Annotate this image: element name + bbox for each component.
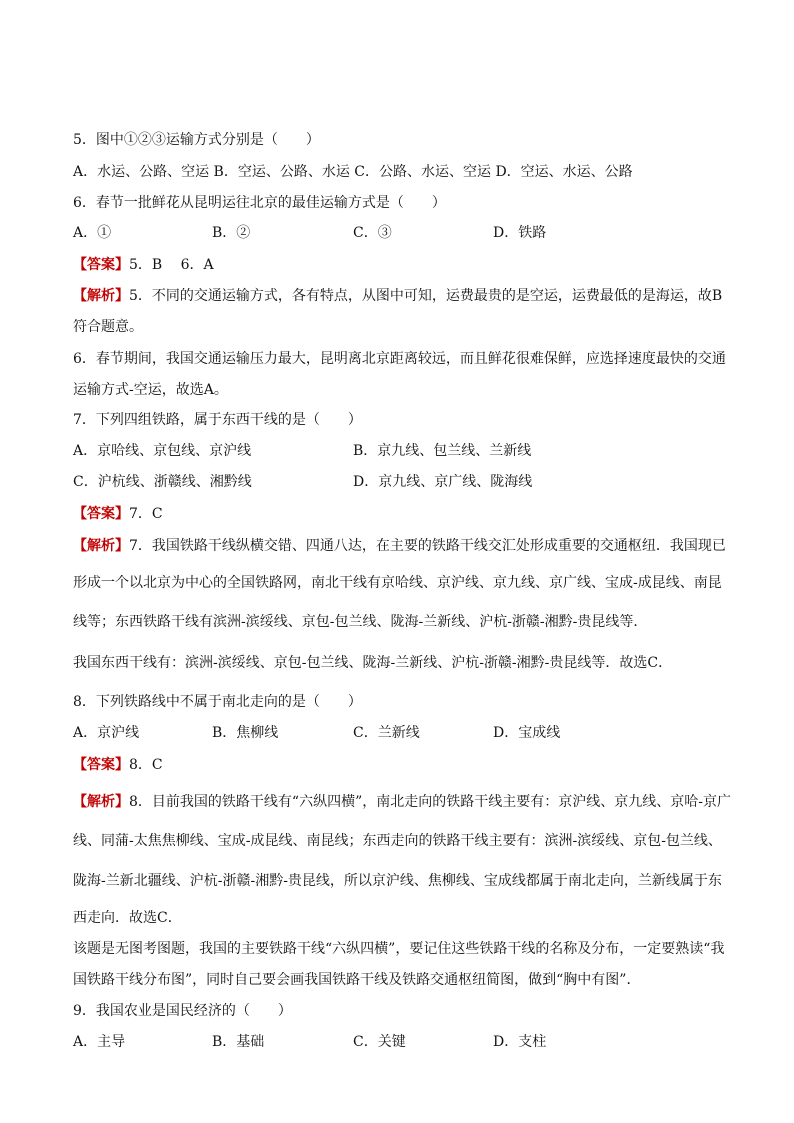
q9-stem: 9．我国农业是国民经济的（ ） [73,1003,292,1019]
explanation-6-line-1: 6．春节期间，我国交通运输压力最大，昆明离北京距离较远，而且鲜花很难保鲜，应选择速度最快的交通 [73,351,726,367]
q7-stem: 7．下列四组铁路，属于东西干线的是（ ） [73,412,362,428]
answer-text: 8．C [129,757,163,773]
q7-option-c: C．沪杭线、浙赣线、湘黔线 [73,474,252,490]
q6-option-b: B．② [212,225,251,241]
explanation-8-line-6: 国铁路干线分布图”，同时自己要会画我国铁路干线及铁路交通枢纽简图，做到“胸中有图”． [73,972,641,988]
explanation-8-line-3: 陇海-兰新北疆线、沪杭-浙赣-湘黔-贵昆线，所以京沪线、焦柳线、宝成线都属于南北走向，兰新线属于东 [73,873,722,889]
q8-option-a: A．京沪线 [73,725,140,741]
explanation-7-line-1 [73,536,726,556]
explanation-8-line-2: 线、同蒲-太焦焦柳线、宝成-成昆线、南昆线；东西走向的铁路干线主要有：滨洲-滨绥线、京包-包兰线、 [73,833,722,849]
answer-label: 【答案】 [73,757,129,773]
q6-option-c: C．③ [353,225,392,241]
explanation-7-text: 7．我国铁路干线纵横交错、四通八达，在主要的铁路干线交汇处形成重要的交通枢纽．我国现已 [129,538,726,554]
explanation-8-line-4: 西走向．故选C． [73,910,182,926]
explanation-label: 【解析】 [73,538,129,554]
q6-option-a: A．① [73,225,112,241]
explanation-8-line-1 [73,792,731,812]
answer-text: 5．B 6．A [129,257,214,273]
answer-text: 7．C [129,506,163,522]
answer-8 [73,755,163,775]
q7-option-d: D．京九线、京广线、陇海线 [353,474,533,490]
q6-option-d: D．铁路 [493,225,547,241]
answer-5-6 [73,255,214,275]
answer-label: 【答案】 [73,506,129,522]
explanation-8-line-5: 该题是无图考图题，我国的主要铁路干线“六纵四横”，要记住这些铁路干线的名称及分布，一定要熟读“我 [73,941,725,957]
explanation-5-text: 5．不同的交通运输方式，各有特点，从图中可知，运费最贵的是空运，运费最低的是海运，故B [129,288,723,304]
q5-options: A．水运、公路、空运 B．空运、公路、水运 C．公路、水运、空运 D．空运、水运、公路 [73,164,633,180]
q9-option-a: A．主导 [73,1034,126,1050]
q8-option-c: C．兰新线 [353,725,420,741]
answer-7 [73,504,163,524]
explanation-7-line-2: 形成一个以北京为中心的全国铁路网，南北干线有京哈线、京沪线、京九线、京广线、宝成-成昆线、南昆 [73,575,722,591]
q9-option-b: B．基础 [212,1034,265,1050]
q7-option-b: B．京九线、包兰线、兰新线 [353,443,532,459]
q7-option-a: A．京哈线、京包线、京沪线 [73,443,252,459]
explanation-6-line-2: 运输方式-空运，故选A。 [73,382,228,398]
explanation-label: 【解析】 [73,794,129,810]
explanation-5-line-2: 符合题意。 [73,319,143,335]
q9-option-d: D．支柱 [493,1034,547,1050]
explanation-8-text: 8．目前我国的铁路干线有“六纵四横”，南北走向的铁路干线主要有：京沪线、京九线、京哈-京广 [129,794,731,810]
answer-label: 【答案】 [73,257,129,273]
q8-option-b: B．焦柳线 [212,725,279,741]
q9-option-c: C．关键 [353,1034,406,1050]
explanation-5-line-1 [73,286,722,306]
q8-option-d: D．宝成线 [493,725,561,741]
explanation-7-line-3: 线等；东西铁路干线有滨洲-滨绥线、京包-包兰线、陇海-兰新线、沪杭-浙赣-湘黔-贵昆线等． [73,614,648,630]
q6-stem: 6．春节一批鲜花从昆明运往北京的最佳运输方式是（ ） [73,195,446,211]
q8-stem: 8．下列铁路线中不属于南北走向的是（ ） [73,694,362,710]
explanation-7-line-4: 我国东西干线有：滨洲-滨绥线、京包-包兰线、陇海-兰新线、沪杭-浙赣-湘黔-贵昆线等．故选C． [73,655,673,671]
explanation-label: 【解析】 [73,288,129,304]
q5-stem: 5．图中①②③运输方式分别是（ ） [73,132,320,148]
